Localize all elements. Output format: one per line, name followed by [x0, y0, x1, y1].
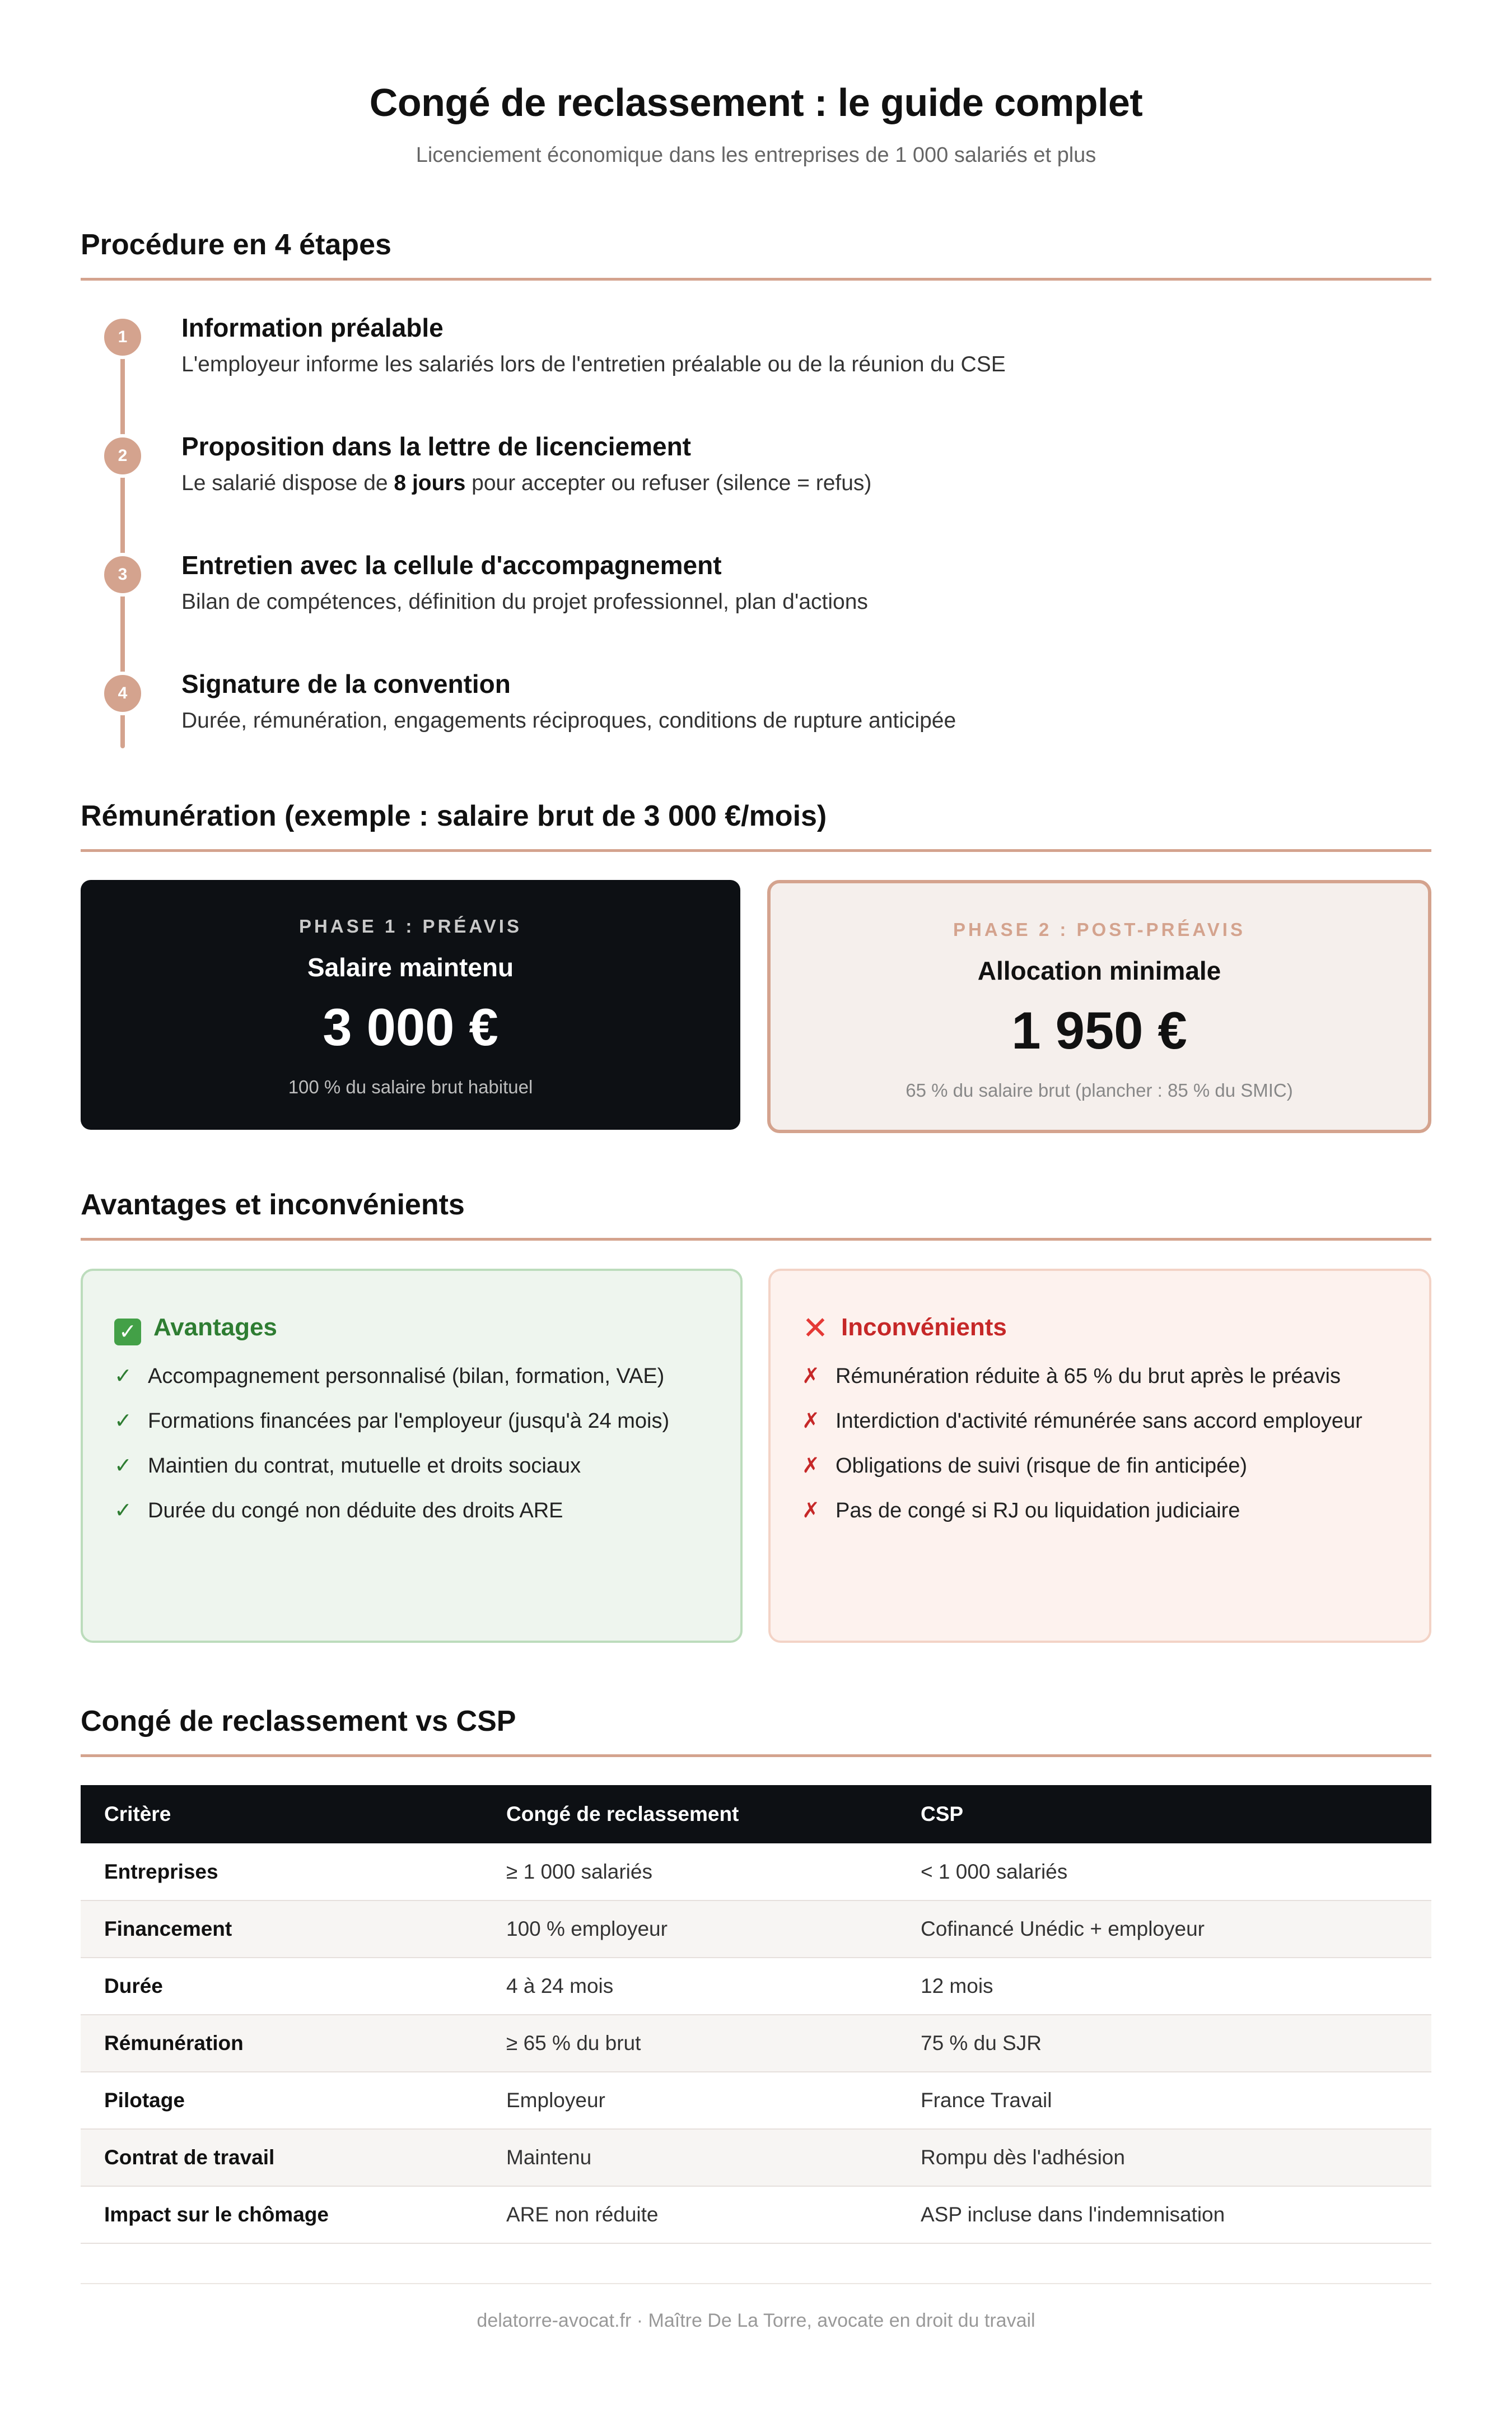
- phase-amount: 1 950 €: [1011, 1001, 1187, 1060]
- cross-icon: ✕: [802, 1310, 829, 1345]
- footer-text: delatorre-avocat.fr · Maître De La Torre, avocate en droit du travail: [477, 2310, 1035, 2331]
- pro-text: Formations financées par l'employeur (jusqu'à 24 mois): [148, 1409, 670, 1433]
- procedure-title: Procédure en 4 étapes: [81, 229, 391, 261]
- table-cell: Employeur: [483, 2072, 897, 2129]
- check-icon: ✓: [114, 1409, 132, 1433]
- table-cell: 12 mois: [897, 1958, 1431, 2015]
- check-box-icon: ✓: [114, 1319, 141, 1345]
- list-item: [114, 1405, 712, 1437]
- step-title: Proposition dans la lettre de licenciement: [181, 432, 692, 461]
- list-item: [802, 1361, 1401, 1392]
- step-description: Bilan de compétences, définition du projet professionnel, plan d'actions: [181, 590, 868, 614]
- comparison-title: Congé de reclassement vs CSP: [81, 1705, 516, 1737]
- step-3: [81, 548, 1431, 667]
- table-cell: France Travail: [897, 2072, 1431, 2129]
- table-cell: ASP incluse dans l'indemnisation: [897, 2186, 1431, 2243]
- remuneration-title: Rémunération (exemple : salaire brut de 3 000 €/mois): [81, 800, 827, 832]
- phase-title: Allocation minimale: [977, 956, 1221, 985]
- table-row: [81, 1843, 1431, 1900]
- list-item: [114, 1495, 712, 1526]
- criterion-cell: Rémunération: [81, 2015, 483, 2072]
- check-icon: ✓: [114, 1364, 132, 1388]
- con-text: Pas de congé si RJ ou liquidation judiciaire: [836, 1499, 1240, 1522]
- step-title: Entretien avec la cellule d'accompagnement: [181, 551, 722, 580]
- table-row: [81, 1958, 1431, 2015]
- page-title: Congé de reclassement : le guide complet: [369, 81, 1143, 124]
- step-desc-emphasis: 8 jours: [394, 471, 466, 495]
- column-header: CSP: [897, 1785, 1431, 1843]
- column-header: Congé de reclassement: [483, 1785, 897, 1843]
- step-number: 1: [101, 315, 144, 359]
- list-item: [802, 1405, 1401, 1437]
- table-cell: 75 % du SJR: [897, 2015, 1431, 2072]
- phase-label: PHASE 1 : PRÉAVIS: [299, 916, 522, 937]
- footer-divider: [81, 2283, 1431, 2284]
- step-number: 4: [101, 672, 144, 715]
- phase-note: 65 % du salaire brut (plancher : 85 % du SMIC): [906, 1080, 1293, 1101]
- comparison-table: [81, 1785, 1431, 2244]
- cons-heading: [802, 1311, 1007, 1344]
- criterion-cell: Contrat de travail: [81, 2129, 483, 2186]
- phase-cards: [81, 880, 1431, 1132]
- table-cell: Cofinancé Unédic + employeur: [897, 1900, 1431, 1958]
- column-header: Critère: [81, 1785, 483, 1843]
- cons-title: Inconvénients: [841, 1313, 1007, 1341]
- step-1: [81, 311, 1431, 430]
- step-title: Signature de la convention: [181, 669, 511, 698]
- cons-list: [802, 1361, 1401, 1540]
- pros-cons-section: [81, 1186, 1431, 1645]
- phase-title: Salaire maintenu: [307, 953, 514, 982]
- ballot-x-icon: ✗: [802, 1499, 820, 1522]
- table-row: [81, 2072, 1431, 2129]
- list-item: [802, 1450, 1401, 1482]
- table-header-row: [81, 1785, 1431, 1843]
- section-divider: [81, 849, 1431, 852]
- criterion-cell: Entreprises: [81, 1843, 483, 1900]
- pros-title: Avantages: [153, 1313, 277, 1341]
- comparison-section: [81, 1703, 1431, 2244]
- check-icon: ✓: [114, 1499, 132, 1522]
- cons-box: [768, 1269, 1431, 1643]
- remuneration-section: [81, 798, 1431, 1132]
- step-description: Durée, rémunération, engagements réciproques, conditions de rupture anticipée: [181, 709, 956, 733]
- ballot-x-icon: ✗: [802, 1409, 820, 1433]
- table-cell: 100 % employeur: [483, 1900, 897, 1958]
- list-item: [114, 1450, 712, 1482]
- step-description: L'employeur informe les salariés lors de l'entretien préalable ou de la réunion du CSE: [181, 352, 1006, 376]
- page-subtitle: Licenciement économique dans les entreprises de 1 000 salariés et plus: [416, 143, 1096, 167]
- table-row: [81, 1900, 1431, 1958]
- table-row: [81, 2015, 1431, 2072]
- pro-text: Accompagnement personnalisé (bilan, formation, VAE): [148, 1364, 665, 1388]
- phase-amount: 3 000 €: [323, 998, 498, 1056]
- step-description: [181, 469, 871, 498]
- con-text: Obligations de suivi (risque de fin anticipée): [836, 1454, 1248, 1478]
- table-cell: ≥ 65 % du brut: [483, 2015, 897, 2072]
- ballot-x-icon: ✗: [802, 1454, 820, 1478]
- pros-list: [114, 1361, 712, 1540]
- section-divider: [81, 1238, 1431, 1241]
- pro-text: Maintien du contrat, mutuelle et droits sociaux: [148, 1454, 581, 1478]
- pros-box: [81, 1269, 743, 1643]
- table-cell: Rompu dès l'adhésion: [897, 2129, 1431, 2186]
- con-text: Rémunération réduite à 65 % du brut après le préavis: [836, 1364, 1341, 1388]
- ballot-x-icon: ✗: [802, 1364, 820, 1388]
- steps-timeline: [81, 311, 1431, 786]
- step-desc-text: Le salarié dispose de: [181, 471, 394, 495]
- section-divider: [81, 278, 1431, 281]
- pros-cons-title: Avantages et inconvénients: [81, 1189, 465, 1221]
- step-4: [81, 667, 1431, 786]
- phase-2-card: [767, 880, 1431, 1133]
- step-2: [81, 430, 1431, 548]
- list-item: [114, 1361, 712, 1392]
- step-number: 3: [101, 553, 144, 597]
- table-cell: < 1 000 salariés: [897, 1843, 1431, 1900]
- page: [81, 0, 1431, 2331]
- phase-1-card: [81, 880, 740, 1130]
- pro-text: Durée du congé non déduite des droits ARE: [148, 1499, 563, 1522]
- table-cell: Maintenu: [483, 2129, 897, 2186]
- pros-heading: [114, 1311, 277, 1345]
- procedure-section: [81, 226, 1431, 786]
- criterion-cell: Impact sur le chômage: [81, 2186, 483, 2243]
- criterion-cell: Pilotage: [81, 2072, 483, 2129]
- list-item: [802, 1495, 1401, 1526]
- con-text: Interdiction d'activité rémunérée sans accord employeur: [836, 1409, 1362, 1433]
- step-title: Information préalable: [181, 313, 444, 342]
- step-number: 2: [101, 434, 144, 478]
- phase-label: PHASE 2 : POST-PRÉAVIS: [953, 919, 1245, 940]
- phase-note: 100 % du salaire brut habituel: [288, 1077, 533, 1097]
- table-cell: ≥ 1 000 salariés: [483, 1843, 897, 1900]
- check-icon: ✓: [114, 1454, 132, 1478]
- step-desc-text: pour accepter ou refuser (silence = refus): [465, 471, 872, 495]
- header: [81, 0, 1431, 169]
- section-divider: [81, 1754, 1431, 1757]
- criterion-cell: Financement: [81, 1900, 483, 1958]
- table-row: [81, 2129, 1431, 2186]
- criterion-cell: Durée: [81, 1958, 483, 2015]
- table-cell: 4 à 24 mois: [483, 1958, 897, 2015]
- table-cell: ARE non réduite: [483, 2186, 897, 2243]
- pros-cons-boxes: [81, 1269, 1431, 1645]
- table-row: [81, 2186, 1431, 2243]
